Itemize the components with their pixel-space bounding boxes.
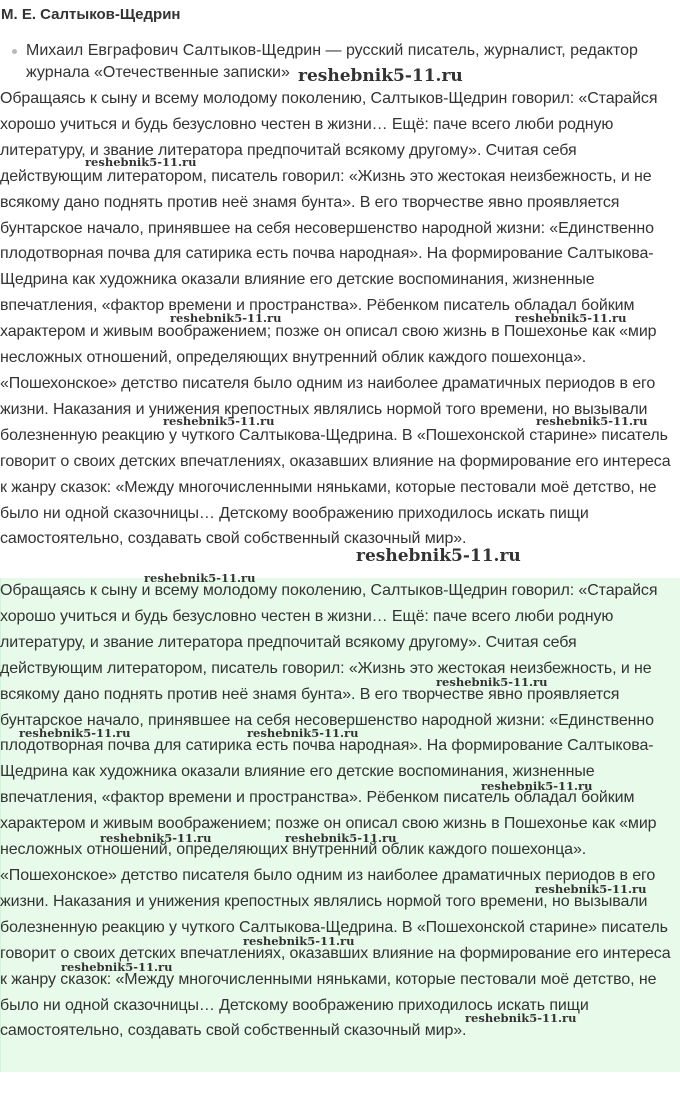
watermark-logo: reshebnik5-11.ru [61,960,173,974]
watermark-logo: reshebnik5-11.ru [436,675,548,689]
watermark-logo: reshebnik5-11.ru [356,546,521,566]
watermark-logo: reshebnik5-11.ru [465,1011,577,1025]
watermark-logo: reshebnik5-11.ru [298,66,463,86]
watermark-logo: reshebnik5-11.ru [100,831,212,845]
watermark-logo: reshebnik5-11.ru [243,934,355,948]
article-title: М. Е. Салтыков-Щедрин [1,6,181,23]
watermark-logo: reshebnik5-11.ru [515,311,627,325]
paragraph-original: Обращаясь к сыну и всему молодому поколению, Салтыков-Щедрин говорил: «Старайся хорошо учиться и будь безусловно честен в жизни… Ещё: паче всего люби родную литературу, и звание литератора предпочитай всякому другому». Считая себя действующим литератором, писатель говорил: «Жизнь это жестокая неизбежность, и не всякому дано поднять против неё знамя бунта». В его творчестве явно проявляется бунтарское начало, принявшее на себя несовершенство народной жизни: «Единственно плодотворная почва для сатирика есть почва народная». На формирование Салтыкова-Щедрина как художника оказали влияние его детские воспоминания, жизненные впечатления, «фактор времени и пространства». Рёбенком писатель обладал бойким характером и живым воображением; позже он описал свою жизнь в Пошехонье как «мир несложных отношений, определяющих внутренний облик каждого пошехонца». «Пошехонское» детство писателя было одним из наиболее драматичных периодов в его жизни. Наказания и унижения крепостных являлись нормой того времени, но вызывали болезненную реакцию у чуткого Салтыкова-Щедрина. В «Пошехонской старине» писатель говорит о своих детских впечатлениях, оказавших влияние на формирование его интереса к жанру сказок: «Между многочисленными няньками, которые пестовали моё детство, не было ни одной сказочницы… Детскому воображению приходилось искать пищи самостоятельно, создавать свой собственный сказочный мир». [0,90,671,548]
bullet-dot-icon [12,49,17,54]
watermark-logo: reshebnik5-11.ru [144,571,256,585]
watermark-logo: reshebnik5-11.ru [481,779,593,793]
watermark-logo: reshebnik5-11.ru [247,726,359,740]
bullet-text: Михаил Евграфович Салтыков-Щедрин — русский писатель, журналист, редактор журнала «Отечественные записки» [26,42,638,81]
watermark-logo: reshebnik5-11.ru [285,831,397,845]
watermark-logo: reshebnik5-11.ru [85,155,197,169]
watermark-logo: reshebnik5-11.ru [535,882,647,896]
paragraph-highlighted: Обращаясь к сыну и всему молодому поколению, Салтыков-Щедрин говорил: «Старайся хорошо учиться и будь безусловно честен в жизни… Ещё: паче всего люби родную литературу, и звание литератора предпочитай всякому другому». Считая себя действующим литератором, писатель говорил: «Жизнь это жестокая неизбежность, и не всякому дано поднять против неё знамя бунта». В его творчестве явно проявляется бунтарское начало, принявшее на себя несовершенство народной жизни: «Единственно плодотворная почва для сатирика есть почва народная». На формирование Салтыкова-Щедрина как художника оказали влияние его детские воспоминания, жизненные впечатления, «фактор времени и пространства». Рёбенком писатель обладал бойким характером и живым воображением; позже он описал свою жизнь в Пошехонье как «мир несложных отношений, определяющих внутренний облик каждого пошехонца». «Пошехонское» детство писателя было одним из наиболее драматичных периодов в его жизни. Наказания и унижения крепостных являлись нормой того времени, но вызывали болезненную реакцию у чуткого Салтыкова-Щедрина. В «Пошехонской старине» писатель говорит о своих детских впечатлениях, оказавших влияние на формирование его интереса к жанру сказок: «Между многочисленными няньками, которые пестовали моё детство, не было ни одной сказочницы… Детскому воображению приходилось искать пищи самостоятельно, создавать свой собственный сказочный мир». [0,582,671,1040]
bullet-list [0,40,680,84]
watermark-logo: reshebnik5-11.ru [536,414,648,428]
watermark-logo: reshebnik5-11.ru [19,726,131,740]
watermark-logo: reshebnik5-11.ru [163,414,275,428]
watermark-logo: reshebnik5-11.ru [170,311,282,325]
bullet-item [0,40,680,84]
